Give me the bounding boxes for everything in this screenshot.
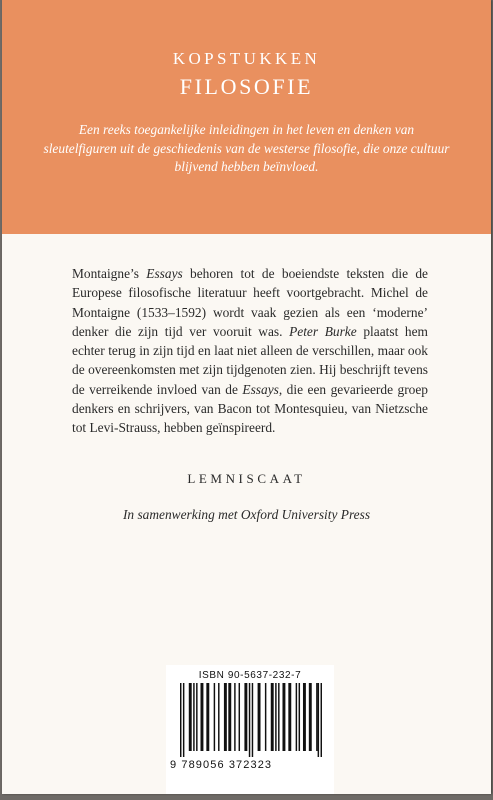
barcode-bar xyxy=(288,683,291,751)
book-back-cover xyxy=(2,0,491,794)
publisher-name: LEMNISCAAT xyxy=(187,471,306,486)
barcode-bar xyxy=(180,683,181,757)
series-title-line2: FILOSOFIE xyxy=(179,74,314,99)
barcode-bar xyxy=(244,683,247,751)
text-run: Montaigne’s xyxy=(72,266,147,281)
barcode-bar xyxy=(316,683,317,751)
barcode-bar xyxy=(206,683,209,751)
barcode-bar xyxy=(189,683,192,751)
barcode-bar xyxy=(271,683,274,751)
barcode-bar xyxy=(296,683,297,751)
ean-number: 9 789056 372323 xyxy=(170,759,273,771)
italic-title-run: Essays xyxy=(242,381,279,397)
italic-title-run: Essays xyxy=(146,266,183,281)
barcode-bar xyxy=(196,683,197,751)
barcode-bar xyxy=(318,683,319,757)
series-title-line1: KOPSTUKKEN xyxy=(172,49,321,68)
text-run: behoren tot de boeiendste teksten die de Europese filosofische literatuur heeft voortgebracht. Michel de Montaigne (1533–1592) wordt vaak gezien als een ‘moderne’ denker die zijn tijd ver vooruit was. xyxy=(72,266,428,339)
barcode-bar xyxy=(265,683,266,751)
barcode-bar xyxy=(282,683,285,751)
italic-title-run: Peter Burke xyxy=(289,323,357,339)
book-description xyxy=(72,264,428,438)
barcode-bar xyxy=(299,683,300,751)
barcode-bar xyxy=(224,683,227,751)
barcode-bar xyxy=(278,683,279,751)
isbn-number: ISBN 90-5637-232-7 xyxy=(198,670,302,681)
barcode-bar xyxy=(252,683,253,757)
barcode-bar xyxy=(321,683,322,757)
series-header-band xyxy=(2,0,491,234)
cooperation-note: In samenwerking met Oxford University Press xyxy=(122,507,371,522)
barcode-bar xyxy=(303,683,306,751)
text-run: plaatst hem echter terug in zijn tijd en laat niet alleen de verschillen, maar ook de overeenkomsten met zijn tijdgenoten zien. Hij beschrijft tevens de verreikende invloed van de xyxy=(72,323,428,397)
barcode-label xyxy=(166,665,334,794)
barcode-bar xyxy=(309,683,312,751)
barcode-bar xyxy=(183,683,184,757)
barcode-bar xyxy=(228,683,231,751)
series-tagline: Een reeks toegankelijke inleidingen in het leven en denken van sleutelfiguren uit de geschiedenis van de westerse filosofie, die onze cultuur blijvend hebben beïnvloed. xyxy=(43,122,450,174)
barcode-bar xyxy=(239,683,240,751)
barcode-bar xyxy=(193,683,194,751)
barcode-bar xyxy=(218,683,219,751)
barcode-bars xyxy=(180,683,322,757)
barcode-bar xyxy=(275,683,276,751)
barcode-bar xyxy=(249,683,250,757)
barcode-bar xyxy=(234,683,235,751)
text-run: , die een gevarieerde groep denkers en schrijvers, van Bacon tot Montesquieu, van Nietzsche tot Levi-Strauss, hebben geïnspireerd. xyxy=(72,381,428,436)
barcode-bar xyxy=(258,683,261,751)
barcode-bar xyxy=(200,683,203,751)
barcode-bar xyxy=(214,683,215,751)
